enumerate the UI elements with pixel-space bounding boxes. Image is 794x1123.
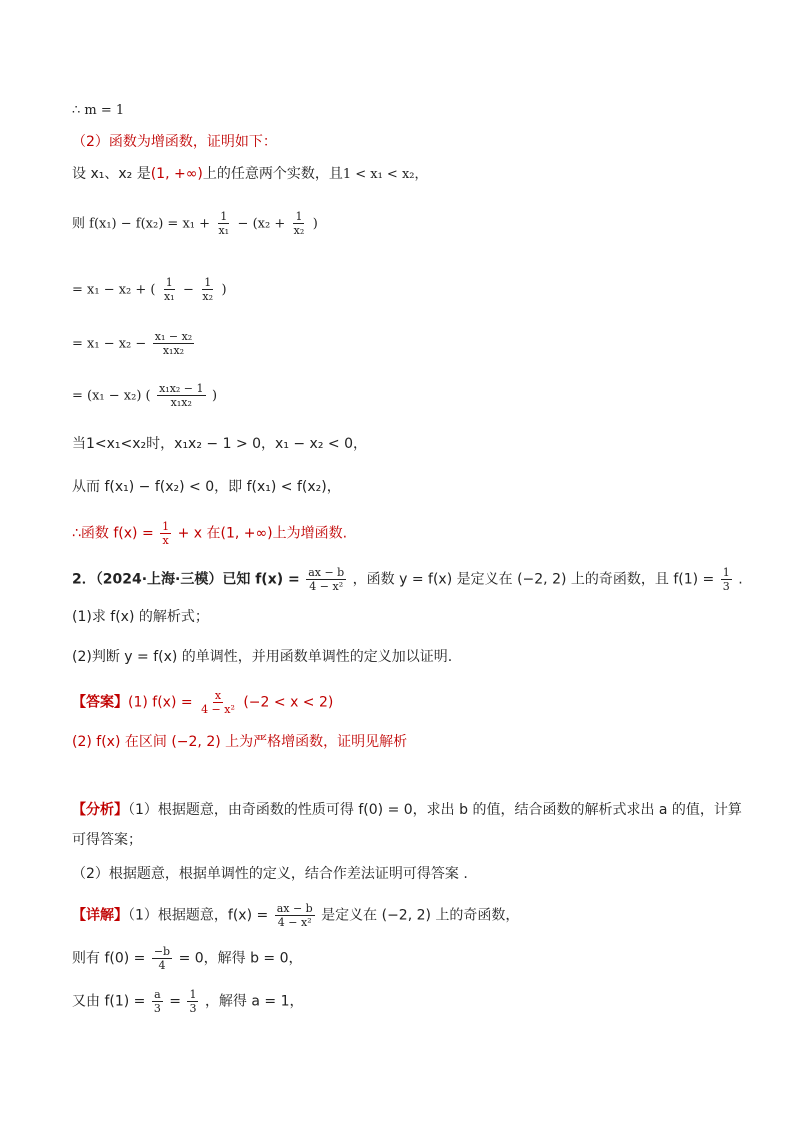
expr-part: = x₁ − x₂ + ( — [72, 282, 156, 298]
answer-1 — [72, 689, 333, 716]
expr-part: ，函数 y = f(x) 是定义在 (−2, 2) 上的奇函数，且 f(1) = — [352, 571, 715, 588]
expr-part: 又由 f(1) = — [72, 993, 146, 1010]
line-part2-heading: （2）函数为增函数，证明如下： — [72, 134, 277, 150]
line-difference — [72, 210, 318, 237]
expr-part: ) — [221, 282, 227, 298]
solution-line-1 — [72, 902, 519, 929]
expr-part: + x 在(1, +∞)上为增函数. — [177, 525, 348, 542]
line-when: 当1<x₁<x₂时，x₁x₂ − 1 > 0，x₁ − x₂ < 0， — [72, 436, 367, 452]
expr-part: ∴函数 f(x) = — [72, 525, 154, 542]
expr-part: 则 f(x₁) − f(x₂) = x₁ + — [72, 216, 211, 232]
analysis-line-1 — [72, 800, 742, 820]
text-any-two: 上的任意两个实数，且 — [202, 166, 343, 182]
analysis-line-3: （2）根据题意，根据单调性的定义，结合作差法证明可得答案 . — [72, 866, 468, 882]
line-therefore: 从而 f(x₁) − f(x₂) < 0，即 f(x₁) < f(x₂)， — [72, 479, 341, 495]
fraction: $\frac{1}{\text{x₂}}$ — [202, 276, 214, 303]
line-step-2 — [72, 330, 196, 357]
expr-part: ，解得 a = 1， — [204, 993, 304, 1010]
fraction: $\frac{1}{\text{x₂}}$ — [293, 210, 305, 237]
question-2 — [72, 566, 743, 593]
expr-part: ) — [312, 216, 318, 232]
line-step-1 — [72, 276, 227, 303]
fraction: $\frac{a}{3}$ — [153, 988, 161, 1015]
expr-part: = (x₁ − x₂) ( — [72, 388, 151, 404]
analysis-line-2: 可得答案； — [72, 832, 142, 848]
expr-part: = 0，解得 b = 0， — [178, 950, 303, 967]
fraction: $\frac{-b}{4}$ — [153, 945, 171, 972]
analysis-text: （1）根据题意，由奇函数的性质可得 f(0) = 0，求出 b 的值，结合函数的解析式求出 a 的值，计算 — [128, 802, 742, 818]
answer-tag: 【答案】 — [72, 694, 128, 711]
fraction: $\frac{\text{x₁x₂ − 1}}{\text{x₁x₂}}$ — [159, 382, 204, 409]
fraction: $\frac{1}{3}$ — [722, 566, 730, 593]
fraction: $\frac{1}{x}$ — [162, 520, 170, 547]
expr-part: 是定义在 (−2, 2) 上的奇函数， — [321, 907, 520, 924]
fraction: $\frac{\text{x₁ − x₂}}{\text{x₁x₂}}$ — [154, 330, 193, 357]
line-conclusion-m: ∴ m = 1 — [72, 103, 125, 118]
expr-part: 则有 f(0) = — [72, 950, 146, 967]
fraction: $\frac{ax - b}{\text{4 − x²}}$ — [276, 902, 313, 929]
expr-part: . — [738, 571, 743, 588]
inequality: 1 < x₁ < x₂， — [342, 167, 428, 182]
solution-line-2 — [72, 945, 303, 972]
line-increasing-conclusion — [72, 520, 347, 547]
solution-line-3 — [72, 988, 304, 1015]
fraction: $\frac{ax - b}{\text{4 − x²}}$ — [308, 566, 345, 593]
expr-part: 2．（2024·上海·三模）已知 f(x) = — [72, 571, 300, 588]
interval: (1, +∞) — [150, 166, 203, 182]
expr-part: (−2 < x < 2) — [243, 694, 334, 711]
expr-part: − — [183, 282, 194, 298]
question-2-part-1: (1)求 f(x) 的解析式； — [72, 609, 209, 625]
expr-part: (1) f(x) = — [128, 694, 193, 711]
expr-part: = x₁ − x₂ − — [72, 336, 147, 352]
expr-part: = — [169, 993, 182, 1010]
expr-part: − (x₂ + — [237, 216, 286, 232]
fraction: $\frac{1}{\text{x₁}}$ — [163, 276, 175, 303]
fraction: $\frac{1}{\text{x₁}}$ — [218, 210, 230, 237]
fraction: $\frac{1}{3}$ — [189, 988, 197, 1015]
question-2-part-2: (2)判断 y = f(x) 的单调性，并用函数单调性的定义加以证明. — [72, 649, 453, 665]
analysis-tag: 【分析】 — [72, 802, 128, 818]
fraction: $\frac{x}{\text{4 − x²}}$ — [201, 689, 235, 716]
line-let-x1-x2 — [72, 164, 428, 185]
answer-2: (2) f(x) 在区间 (−2, 2) 上为严格增函数，证明见解析 — [72, 734, 408, 750]
expr-part: （1）根据题意，f(x) = — [128, 907, 269, 924]
expr-part: ) — [211, 388, 218, 404]
line-step-3 — [72, 382, 217, 409]
solution-tag: 【详解】 — [72, 907, 128, 924]
text-let: 设 x₁、x₂ 是 — [72, 166, 151, 182]
